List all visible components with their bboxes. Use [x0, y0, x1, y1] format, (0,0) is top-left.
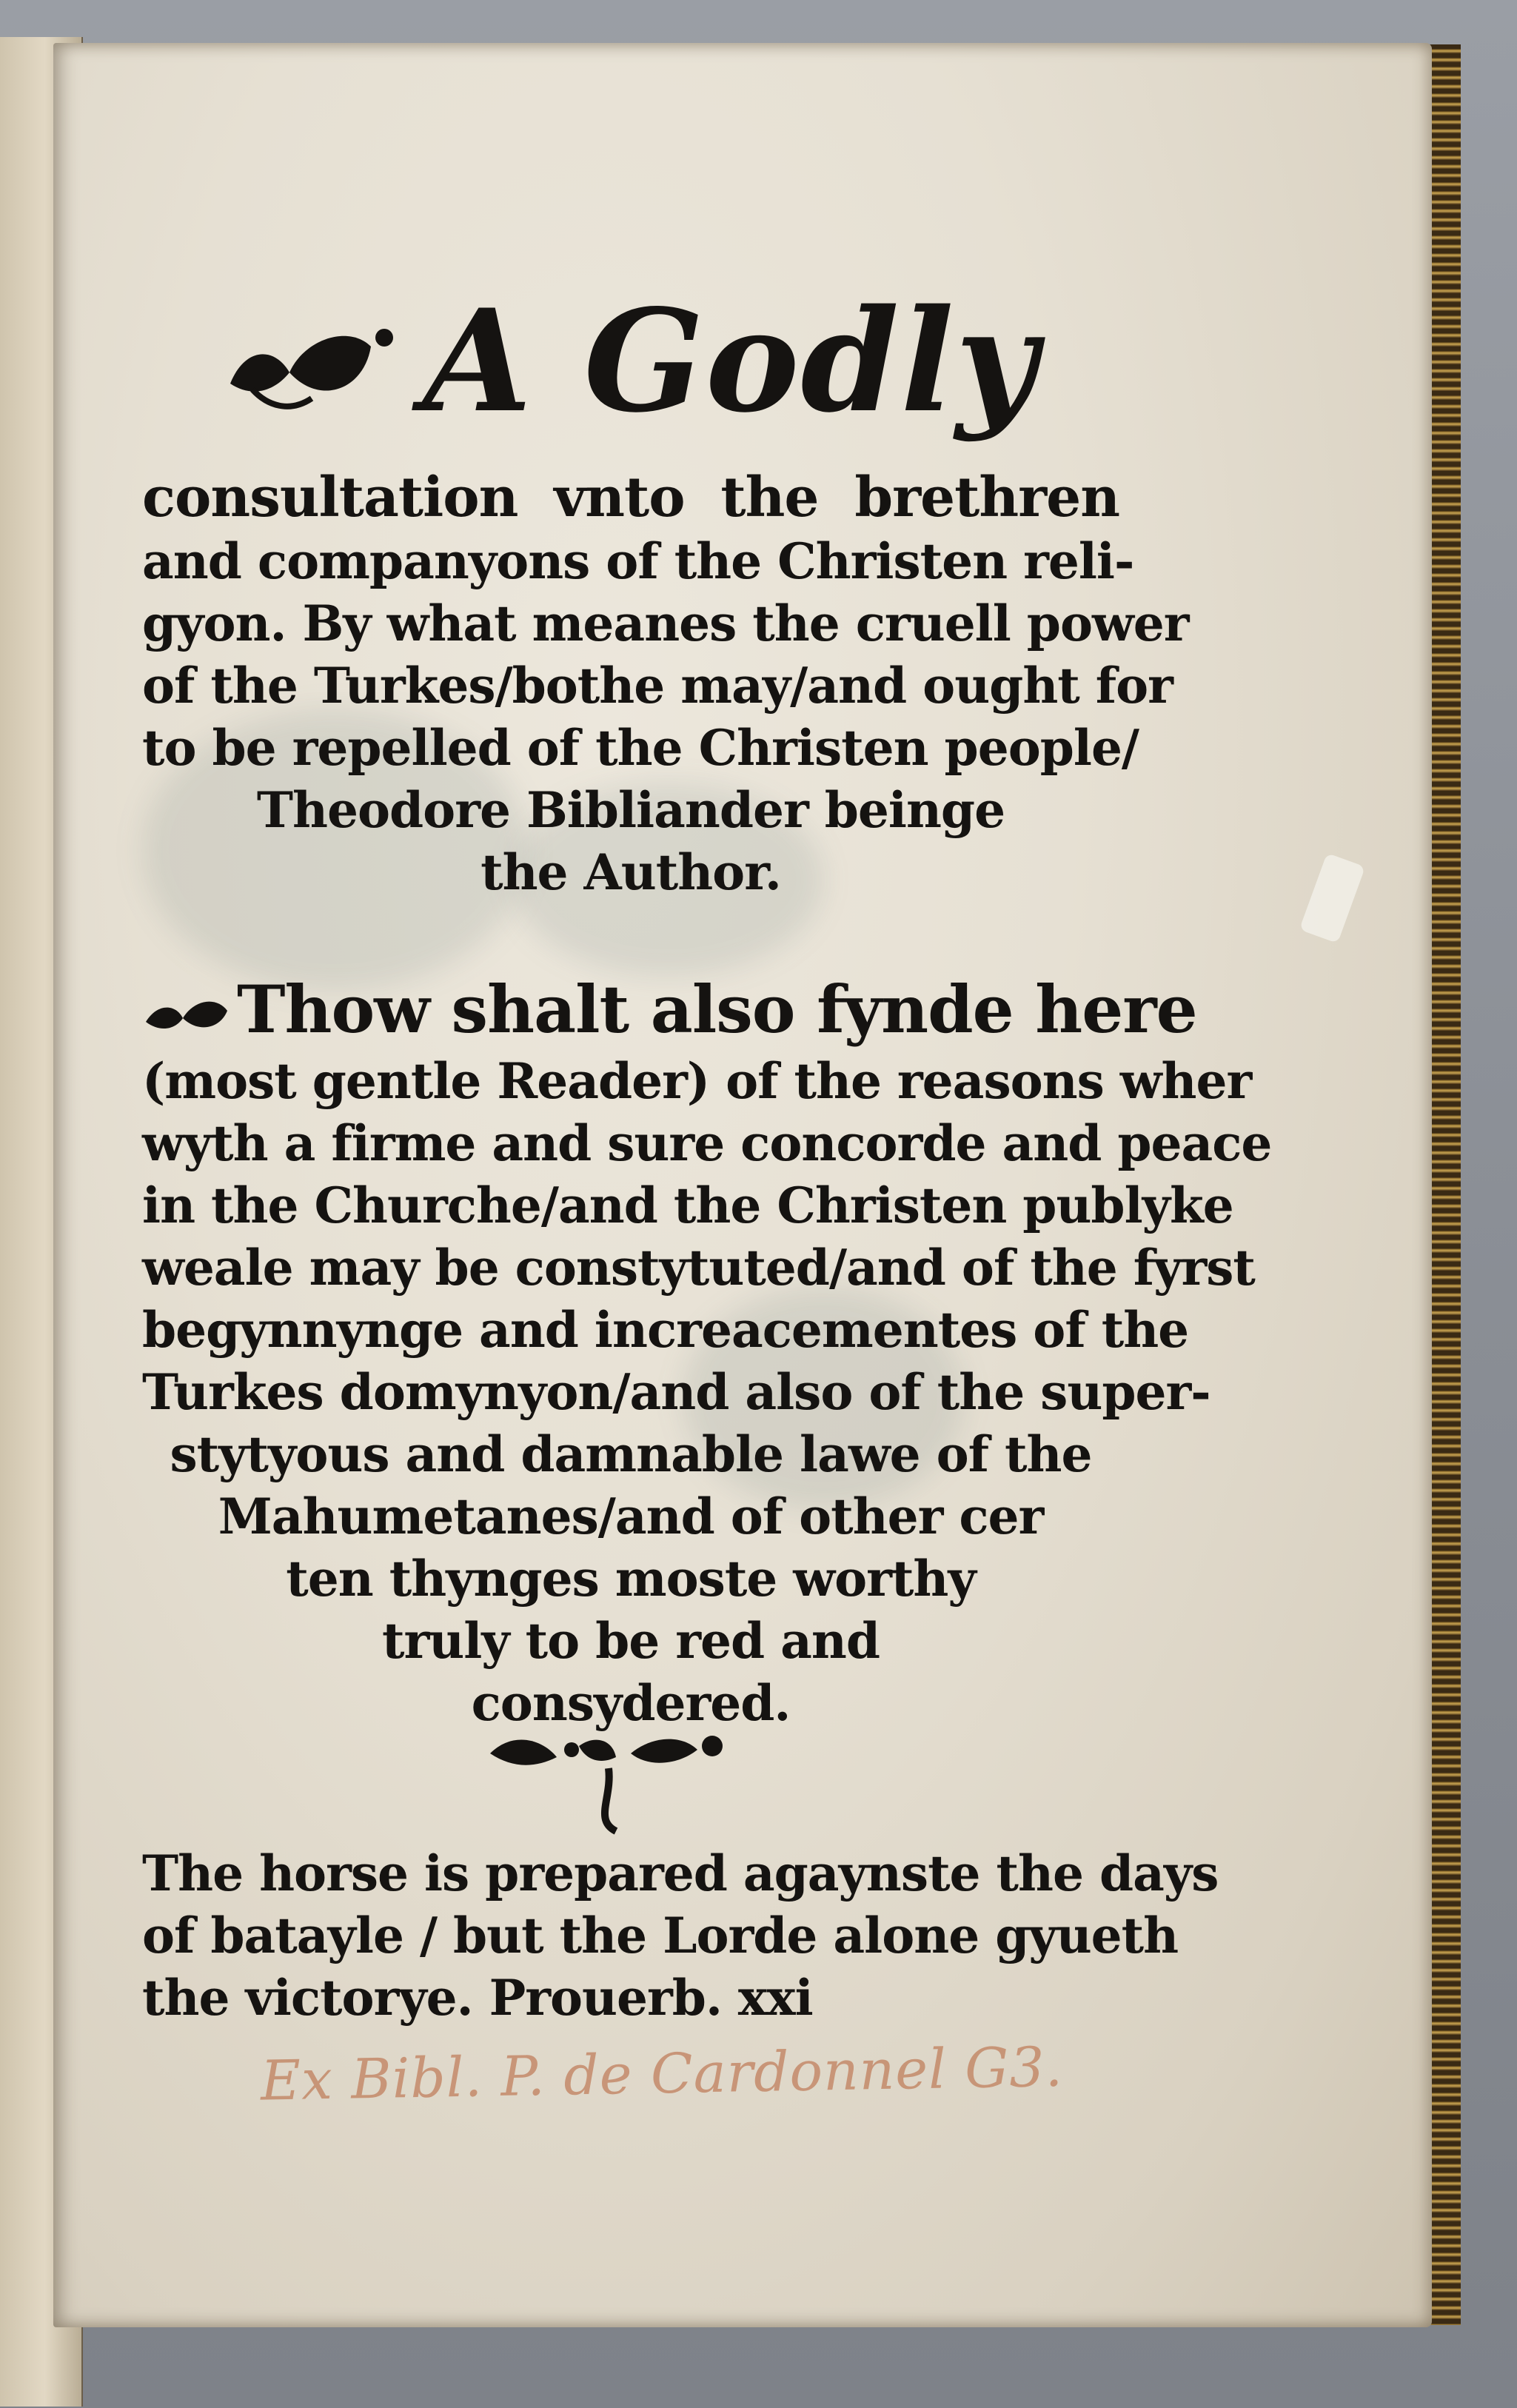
text-line: in the Churche/and the Christen publyke: [142, 1177, 1233, 1234]
text-line: wyth a firme and sure concorde and peace: [142, 1114, 1272, 1172]
text-line: Turkes domynyon/and also of the super-: [142, 1363, 1210, 1421]
fleuron-icon: [483, 1724, 749, 1835]
text-line: truly to be red and: [381, 1612, 880, 1670]
leaf-ornament-icon: [223, 302, 401, 421]
ownership-inscription: Ex Bibl. P. de Cardonnel G3.: [260, 2035, 1064, 2113]
text-line: [142, 969, 1197, 1050]
text-line: of the Turkes/bothe may/and ought for: [142, 657, 1173, 715]
text-line: and companyons of the Christen reli-: [142, 532, 1134, 590]
text-line: (most gentle Reader) of the reasons wher: [142, 1052, 1252, 1110]
title-page: [53, 43, 1432, 2327]
author-line: Theodore Bibliander beinge: [256, 781, 1005, 839]
proverb-paragraph: [142, 1842, 1219, 2029]
text-line: weale may be constytuted/and of the fyrst: [142, 1239, 1255, 1297]
text-line: to be repelled of the Christen people/: [142, 719, 1139, 777]
text-line: consydered.: [471, 1674, 791, 1732]
text-line: begynnynge and increacementes of the: [142, 1301, 1189, 1359]
text-line: of batayle / but the Lorde alone gyueth: [142, 1907, 1179, 1964]
title-text: A Godly: [423, 278, 1039, 444]
title-heading: [142, 265, 1119, 458]
text-line: the victorye. Prouerb. xxi: [142, 1969, 813, 2027]
title-paragraph: [142, 465, 1189, 903]
paper-smudge: [1299, 853, 1365, 943]
text-line: the Author.: [480, 843, 781, 901]
text-line: consultation vnto the brethren: [142, 466, 1119, 529]
leaf-ornament-icon: [142, 992, 231, 1038]
text-line: gyon. By what meanes the cruell power: [142, 595, 1189, 652]
text-line: stytyous and damnable lawe of the: [170, 1425, 1092, 1483]
text-line-content: Thow shalt also fynde here: [237, 971, 1197, 1048]
text-line: Mahumetanes/and of other cer: [218, 1488, 1044, 1545]
description-paragraph: [142, 969, 1272, 1734]
text-line: ten thynges moste worthy: [286, 1550, 976, 1608]
text-line: The horse is prepared agaynste the days: [142, 1845, 1219, 1902]
